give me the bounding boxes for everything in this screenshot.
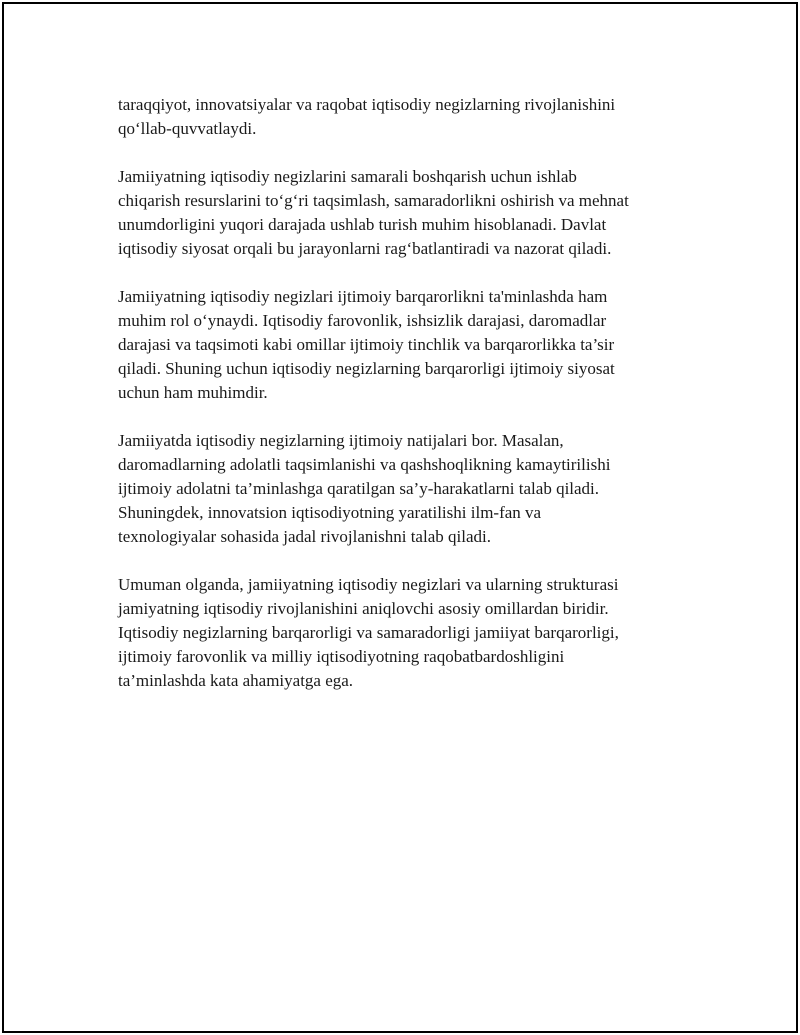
paragraph-5: Umuman olganda, jamiiyatning iqtisodiy negizlari va ularning strukturasi jamiyatning iqtisodiy rivojlanishini aniqlovchi asosiy omillardan biridir. Iqtisodiy negizlarning barqarorligi va samaradorligi jamiiyat barqarorligi, ijtimoiy farovonlik va milliy iqtisodiyotning raqobatbardoshligini ta’minlashda kata ahamiyatga ega. <box>118 575 619 690</box>
paragraph-4: Jamiiyatda iqtisodiy negizlarning ijtimoiy natijalari bor. Masalan, daromadlarning adolatli taqsimlanishi va qashshoqlikning kamaytirilishi ijtimoiy adolatni ta’minlashga qaratilgan sa’y-harakatlarni talab qiladi. Shuningdek, innovatsion iqtisodiyotning yaratilishi ilm-fan va texnologiyalar sohasida jadal rivojlanishni talab qiladi. <box>118 431 611 546</box>
paragraph-2: Jamiiyatning iqtisodiy negizlarini samarali boshqarish uchun ishlab chiqarish resurslarini to‘g‘ri taqsimlash, samaradorlikni oshirish va mehnat unumdorligini yuqori darajada ushlab turish muhim hisoblanadi. Davlat iqtisodiy siyosat orqali bu jarayonlarni rag‘batlantiradi va nazorat qiladi. <box>118 167 629 258</box>
paragraph-1: taraqqiyot, innovatsiyalar va raqobat iqtisodiy negizlarning rivojlanishini qo‘llab-quvvatlaydi. <box>118 95 616 138</box>
paragraph-3: Jamiiyatning iqtisodiy negizlari ijtimoiy barqarorlikni ta'minlashda ham muhim rol o‘ynaydi. Iqtisodiy farovonlik, ishsizlik darajasi, daromadlar darajasi va taqsimoti kabi omillar ijtimoiy tinchlik va barqarorlikka ta’sir qiladi. Shuning uchun iqtisodiy negizlarning barqarorligi ijtimoiy siyosat uchun ham muhimdir. <box>118 287 615 402</box>
document-body <box>118 93 678 717</box>
